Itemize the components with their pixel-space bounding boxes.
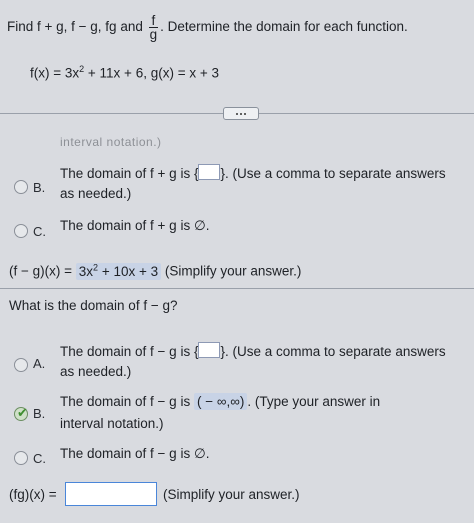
difference-label: (f − g)(x) =	[9, 263, 73, 279]
diff-option-b-line2: interval notation.)	[60, 416, 164, 431]
product-answer-input[interactable]	[65, 482, 157, 506]
dot-icon	[240, 113, 242, 115]
option-letter: B.	[33, 406, 46, 421]
diff-domain-prefix: The domain of f − g is	[60, 344, 191, 359]
set-brace-right: }	[220, 344, 225, 359]
fraction-denominator: g	[149, 27, 158, 42]
option-letter: C.	[33, 224, 46, 239]
difference-row	[9, 262, 301, 279]
option-letter: A.	[33, 356, 46, 371]
product-hint: (Simplify your answer.)	[163, 487, 300, 502]
diff-domain-suffix: . (Type your answer in	[247, 394, 381, 409]
difference-answer[interactable]	[76, 263, 161, 280]
radio-diff-option-c[interactable]	[14, 451, 28, 465]
difference-answer-rest: + 10x + 3	[98, 263, 159, 279]
cut-off-text: interval notation.)	[60, 135, 162, 149]
difference-hint: (Simplify your answer.)	[164, 263, 302, 279]
diff-domain-suffix: . (Use a comma to separate answers	[225, 344, 446, 359]
fraction-numerator: f	[149, 14, 159, 28]
sum-domain-set-input[interactable]	[198, 164, 220, 180]
function-definitions	[30, 64, 219, 81]
diff-option-c-text: The domain of f − g is ∅.	[60, 446, 210, 461]
sum-option-b-line2: as needed.)	[60, 186, 132, 201]
option-letter: B.	[33, 180, 46, 195]
f-exponent: 2	[79, 64, 85, 74]
diff-option-b-line1	[60, 394, 380, 409]
diff-domain-set-input[interactable]	[198, 342, 220, 358]
set-brace-right: }	[220, 166, 225, 181]
divider	[0, 288, 474, 289]
diff-domain-answer[interactable]: ( − ∞,∞)	[194, 393, 247, 410]
radio-diff-option-b[interactable]	[14, 407, 28, 421]
f-definition: f(x) = 3x	[30, 65, 80, 81]
radio-sum-option-c[interactable]	[14, 224, 28, 238]
sum-option-c-text: The domain of f + g is ∅.	[60, 218, 210, 233]
option-letter: C.	[33, 451, 46, 466]
g-definition: + 11x + 6, g(x) = x + 3	[84, 65, 219, 81]
set-brace-left: {	[193, 344, 199, 359]
question-prefix: Find f + g, f − g, fg and	[7, 19, 143, 35]
radio-sum-option-b[interactable]	[14, 180, 28, 194]
diff-option-a-line1	[60, 342, 446, 359]
expand-more-button[interactable]	[223, 107, 259, 120]
difference-answer-base: 3x	[78, 263, 94, 279]
difference-answer-exponent: 2	[93, 262, 99, 272]
checkmark-icon: ✔	[17, 405, 28, 420]
f-over-g-fraction	[149, 14, 159, 41]
dot-icon	[244, 113, 246, 115]
dot-icon	[236, 113, 238, 115]
diff-option-a-line2: as needed.)	[60, 364, 132, 379]
sum-option-b-line1	[60, 164, 446, 181]
radio-diff-option-a[interactable]	[14, 358, 28, 372]
product-label: (fg)(x) =	[9, 487, 57, 502]
sum-domain-suffix: . (Use a comma to separate answers	[225, 166, 446, 181]
diff-domain-prefix: The domain of f − g is	[60, 394, 191, 409]
domain-question: What is the domain of f − g?	[9, 298, 178, 313]
sum-domain-prefix: The domain of f + g is	[60, 166, 191, 181]
question-suffix: . Determine the domain for each function.	[160, 19, 408, 35]
set-brace-left: {	[193, 166, 199, 181]
question-text	[7, 14, 408, 41]
